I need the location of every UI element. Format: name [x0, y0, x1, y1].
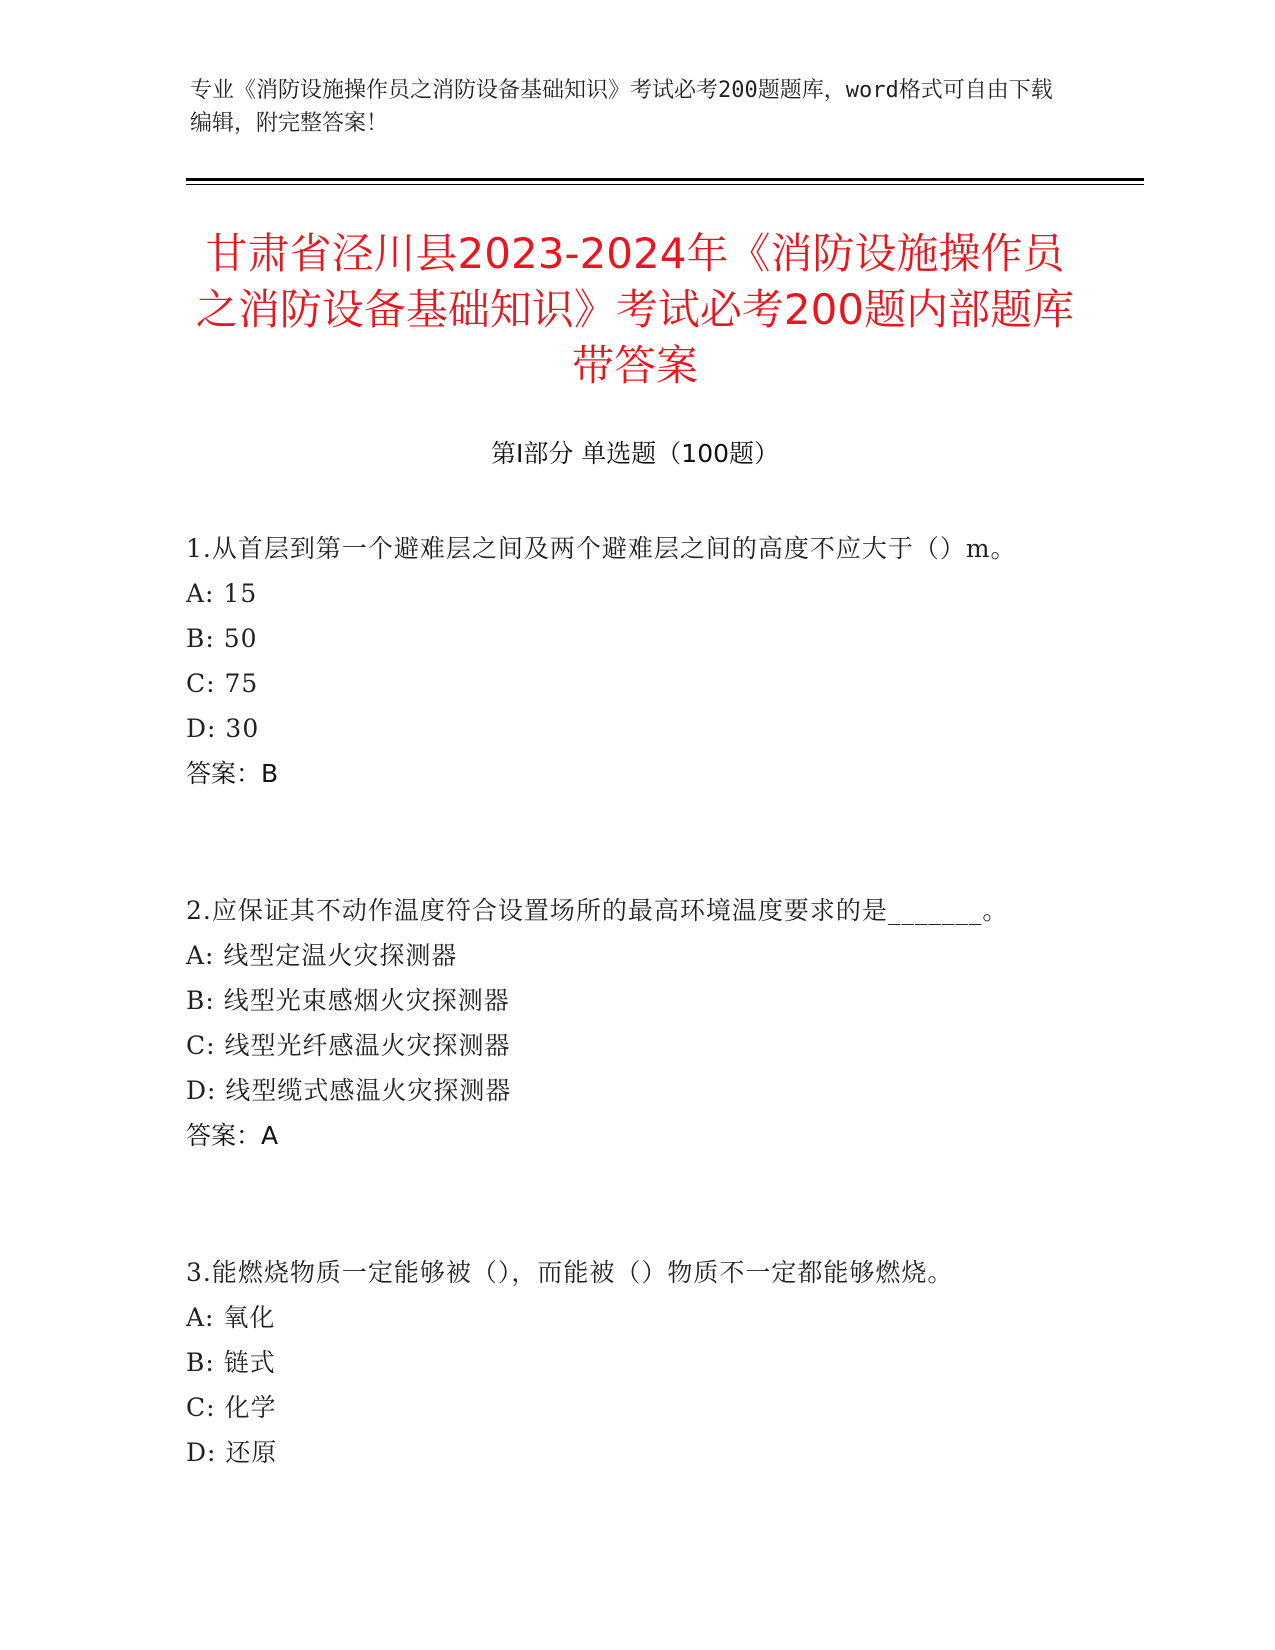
question-block: [186, 1250, 1086, 1475]
question-stem: 2.应保证其不动作温度符合设置场所的最高环境温度要求的是_______。: [186, 896, 1009, 925]
option-a: A: 氧化: [186, 1303, 276, 1332]
option-b: B: 线型光束感烟火灾探测器: [186, 986, 510, 1015]
header-note: 专业《消防设施操作员之消防设备基础知识》考试必考200题题库，word格式可自由下载编辑，附完整答案！: [190, 78, 1053, 136]
answer-line: 答案：A: [186, 1121, 279, 1150]
option-c: C: 75: [186, 669, 259, 698]
option-d: D: 30: [186, 714, 260, 743]
section-heading: 第I部分 单选题（100题）: [490, 439, 780, 468]
option-a: A: 线型定温火灾探测器: [186, 941, 458, 970]
question-stem: 3.能燃烧物质一定能够被（），而能被（）物质不一定都能够燃烧。: [186, 1258, 954, 1287]
option-d: D: 还原: [186, 1438, 278, 1467]
question-stem: 1.从首层到第一个避难层之间及两个避难层之间的高度不应大于（）m。: [186, 534, 1017, 563]
option-c: C: 化学: [186, 1393, 277, 1422]
option-c: C: 线型光纤感温火灾探测器: [186, 1031, 511, 1060]
option-d: D: 线型缆式感温火灾探测器: [186, 1076, 512, 1105]
option-b: B: 链式: [186, 1348, 276, 1377]
option-a: A: 15: [186, 579, 258, 608]
answer-line: 答案：B: [186, 759, 279, 788]
header-divider-thin: [186, 184, 1144, 185]
document-title: 甘肃省泾川县2023-2024年《消防设施操作员之消防设备基础知识》考试必考200题内部题库带答案: [195, 229, 1075, 390]
question-block: [186, 526, 1086, 796]
header-divider-thick: [186, 178, 1144, 181]
option-b: B: 50: [186, 624, 258, 653]
question-block: [186, 888, 1086, 1158]
